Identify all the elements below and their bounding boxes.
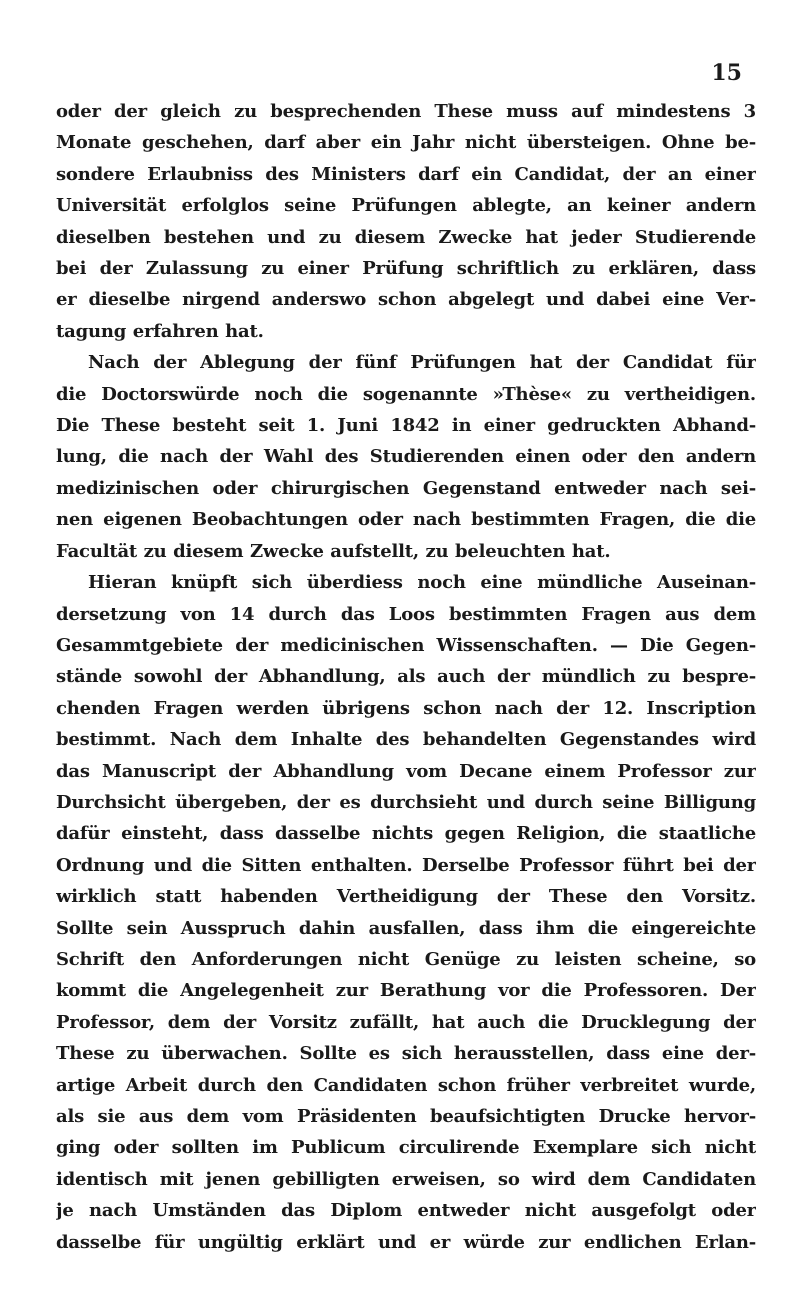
text-line: bei der Zulassung zu einer Prüfung schriftlich zu erklären, dass [56,258,756,280]
text-line: bestimmt. Nach dem Inhalte des behandelten Gegenstandes wird [56,729,756,751]
text-line: Professor, dem der Vorsitz zufällt, hat auch die Drucklegung der [56,1011,756,1033]
body-text [56,96,756,1258]
text-line: chenden Fragen werden übrigens schon nach der 12. Inscription [56,697,756,719]
text-line: stände sowohl der Abhandlung, als auch der mündlich zu bespre- [56,666,756,688]
text-line: Gesammtgebiete der medicinischen Wissenschaften. — Die Gegen- [56,634,756,656]
text-line: nen eigenen Beobachtungen oder nach bestimmten Fragen, die die [56,509,756,531]
text-line: dieselben bestehen und zu diesem Zwecke hat jeder Studierende [56,226,756,248]
text-line: Facultät zu diesem Zwecke aufstellt, zu beleuchten hat. [56,540,611,562]
text-line: dasselbe für ungültig erklärt und er würde zur endlichen Erlan- [56,1231,756,1253]
text-line: ging oder sollten im Publicum circulirende Exemplare sich nicht [56,1137,756,1159]
text-line: artige Arbeit durch den Candidaten schon früher verbreitet wurde, [56,1074,756,1096]
text-line: Ordnung und die Sitten enthalten. Derselbe Professor führt bei der [56,854,756,876]
text-line: Sollte sein Ausspruch dahin ausfallen, dass ihm die eingereichte [56,917,756,939]
text-line: Schrift den Anforderungen nicht Genüge zu leisten scheine, so [56,948,756,970]
text-line: die Doctorswürde noch die sogenannte »Thèse« zu vertheidigen. [56,383,756,405]
text-line: medizinischen oder chirurgischen Gegenstand entweder nach sei- [56,477,756,499]
text-line: Hieran knüpft sich überdiess noch eine mündliche Auseinan- [88,572,756,594]
text-line: identisch mit jenen gebilligten erweisen, so wird dem Candidaten [56,1168,756,1190]
text-line: wirklich statt habenden Vertheidigung der These den Vorsitz. [56,886,756,908]
text-line: dersetzung von 14 durch das Loos bestimmten Fragen aus dem [56,603,756,625]
text-line: das Manuscript der Abhandlung vom Decane einem Professor zur [56,760,756,782]
text-line: tagung erfahren hat. [56,320,264,342]
text-line: Universität erfolglos seine Prüfungen ablegte, an keiner andern [56,195,756,217]
text-line: Monate geschehen, darf aber ein Jahr nicht übersteigen. Ohne be- [56,132,756,154]
text-line: je nach Umständen das Diplom entweder nicht ausgefolgt oder [56,1200,756,1222]
text-line: kommt die Angelegenheit zur Berathung vor die Professoren. Der [56,980,756,1002]
text-line: These zu überwachen. Sollte es sich herausstellen, dass eine der- [56,1043,756,1065]
text-line: als sie aus dem vom Präsidenten beaufsichtigten Drucke hervor- [56,1106,756,1127]
text-line: sondere Erlaubniss des Ministers darf ein Candidat, der an einer [56,163,756,185]
text-line: Die These besteht seit 1. Juni 1842 in einer gedruckten Abhand- [56,415,756,437]
page-number: 15 [711,60,742,86]
text-line: Durchsicht übergeben, der es durchsieht und durch seine Billigung [56,791,756,813]
text-line: er dieselbe nirgend anderswo schon abgelegt und dabei eine Ver- [56,289,756,311]
text-line: dafür einsteht, dass dasselbe nichts gegen Religion, die staatliche [56,823,756,845]
text-line: lung, die nach der Wahl des Studierenden einen oder den andern [56,446,756,468]
text-line: Nach der Ablegung der fünf Prüfungen hat der Candidat für [88,352,756,374]
text-line: oder der gleich zu besprechenden These muss auf mindestens 3 [56,101,756,122]
